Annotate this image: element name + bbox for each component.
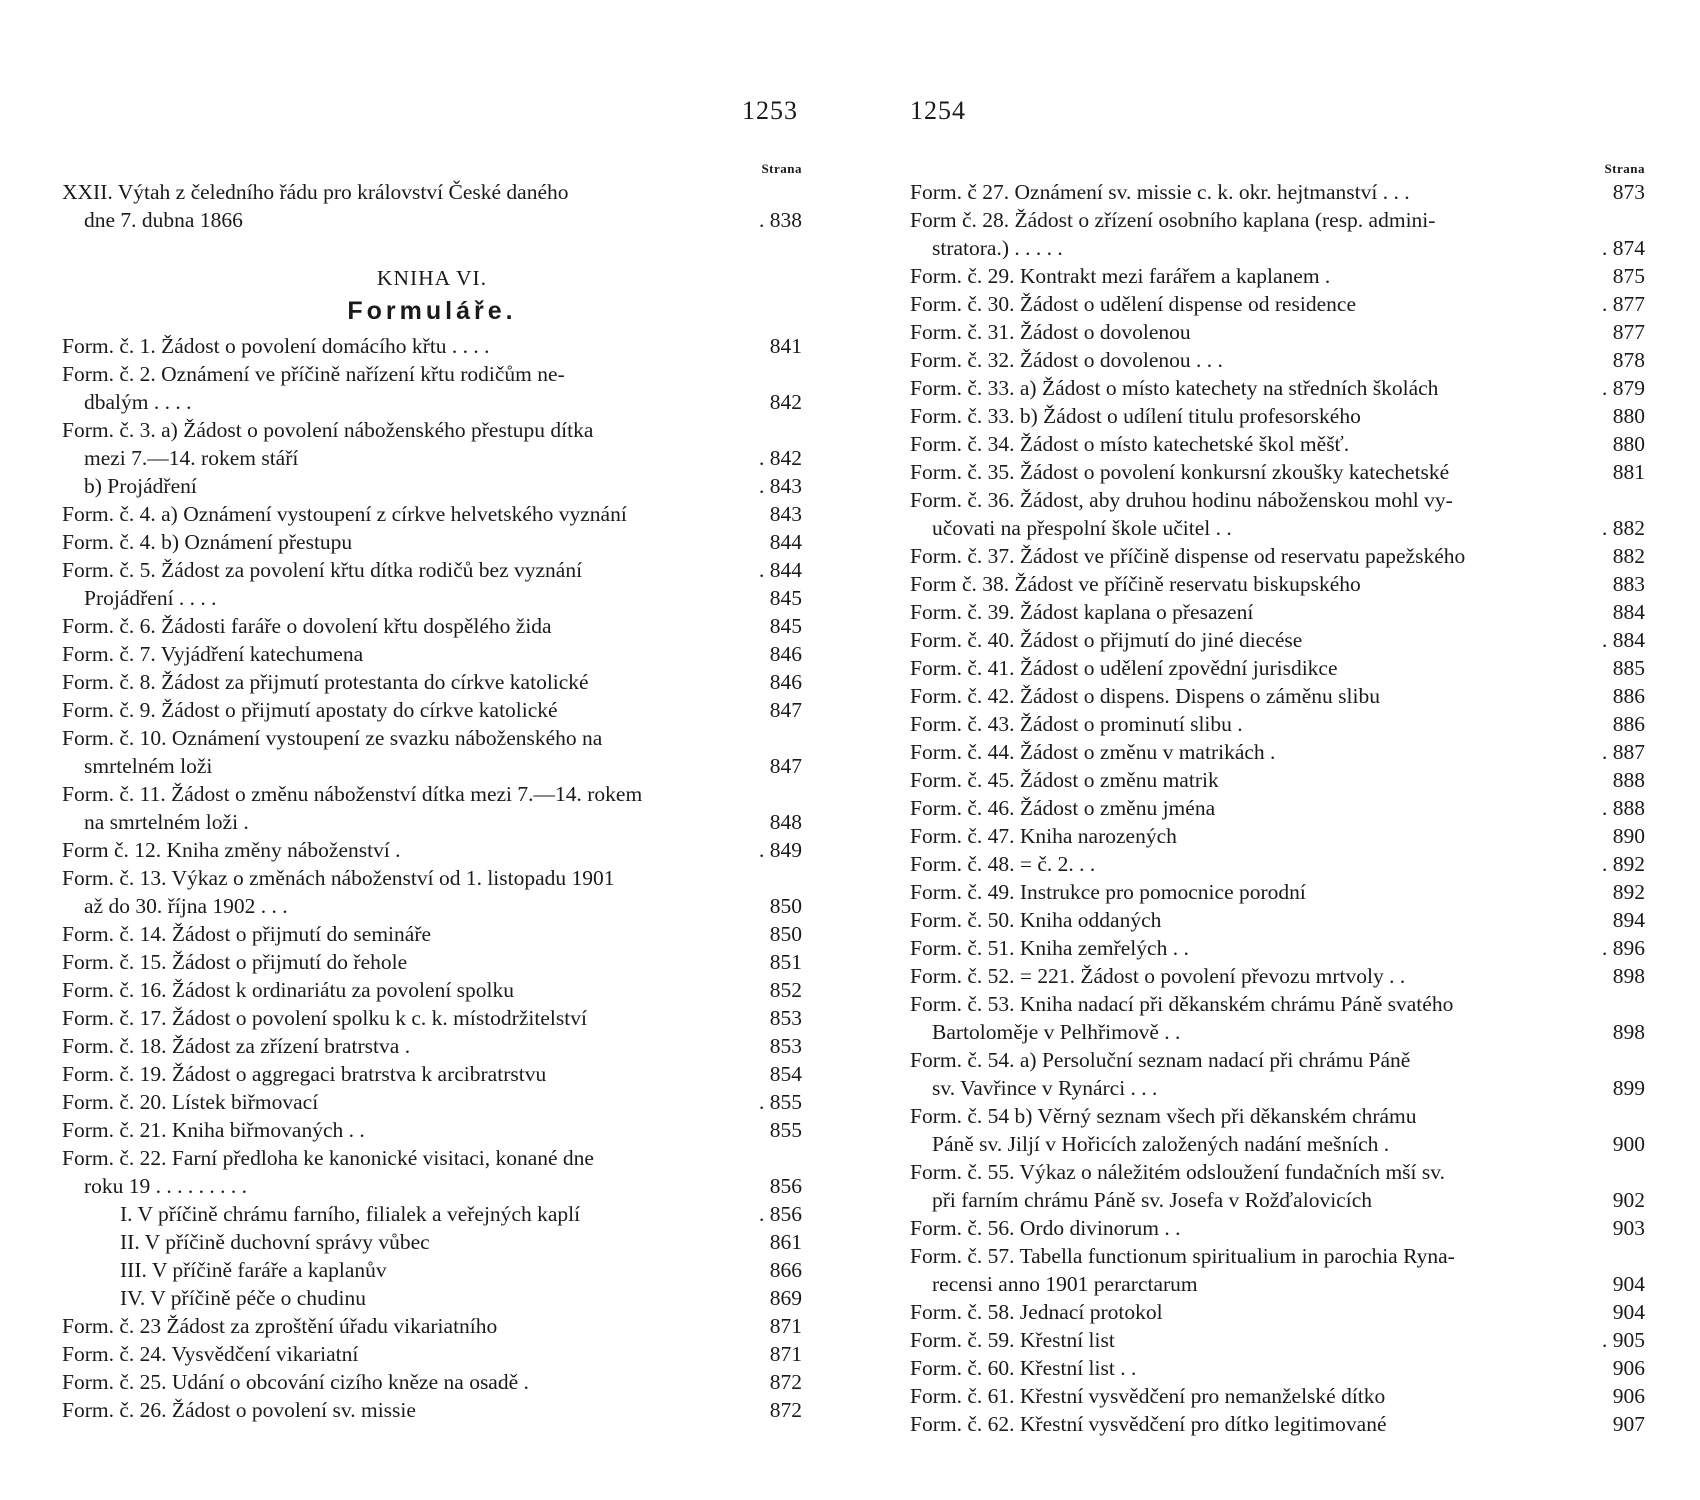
toc-entry-page: 871 <box>769 1342 802 1366</box>
toc-entry <box>910 430 1645 458</box>
toc-entry-title: Form. č. 51. Kniha zemřelých . . <box>910 936 1189 960</box>
toc-entry <box>62 1200 802 1228</box>
toc-entry-page: 847 <box>769 754 802 778</box>
toc-entry-title: I. V příčině chrámu farního, filialek a veřejných kaplí <box>120 1202 581 1226</box>
toc-entry-title: mezi 7.—14. rokem stáří <box>84 446 299 470</box>
toc-entry-title: Form. č. 44. Žádost o změnu v matrikách . <box>910 740 1276 764</box>
toc-entry-page: 907 <box>1612 1412 1645 1436</box>
right-column <box>910 160 1645 1438</box>
toc-entry-page: . 879 <box>1602 376 1645 400</box>
toc-entry-page: 890 <box>1612 824 1645 848</box>
toc-entry-title: dbalým . . . . <box>84 390 192 414</box>
toc-entry-page: . 877 <box>1602 292 1645 316</box>
toc-entry-page: 875 <box>1612 264 1645 288</box>
toc-entry-title: Form. č. 47. Kniha narozených <box>910 824 1177 848</box>
toc-entry-page: 888 <box>1612 768 1645 792</box>
toc-entry <box>62 1116 802 1144</box>
toc-entry-page: 846 <box>769 670 802 694</box>
toc-entry-page: 883 <box>1612 572 1645 596</box>
toc-entry-page: . 838 <box>759 208 802 232</box>
toc-entry-title: při farním chrámu Páně sv. Josefa v Rožďalovicích <box>932 1188 1372 1212</box>
toc-entry-page: . 887 <box>1602 740 1645 764</box>
toc-entry <box>62 1172 802 1200</box>
toc-entry-page: 898 <box>1612 964 1645 988</box>
toc-entry-title: stratora.) . . . . . <box>932 236 1063 260</box>
toc-entry-title: Form. č. 59. Křestní list <box>910 1328 1115 1352</box>
toc-entry-title: IV. V příčině péče o chudinu <box>120 1286 367 1310</box>
toc-entry-page: 892 <box>1612 880 1645 904</box>
toc-entry-title: Form. č. 42. Žádost o dispens. Dispens o záměnu slibu <box>910 684 1380 708</box>
toc-entry <box>910 682 1645 710</box>
toc-entry-title: Form. č. 31. Žádost o dovolenou <box>910 320 1191 344</box>
toc-entry-page: . 843 <box>759 474 802 498</box>
toc-entry-page: 899 <box>1612 1076 1645 1100</box>
toc-entry-title: Form. č. 18. Žádost za zřízení bratrstva . <box>62 1034 411 1058</box>
toc-entry-title: Form. č. 49. Instrukce pro pomocnice porodní <box>910 880 1306 904</box>
toc-entry <box>910 850 1645 878</box>
toc-entry-title: Form č. 12. Kniha změny náboženství . <box>62 838 401 862</box>
toc-entry-page: . 855 <box>759 1090 802 1114</box>
toc-entry <box>910 1214 1645 1242</box>
toc-entry <box>62 1284 802 1312</box>
toc-entry <box>910 1270 1645 1298</box>
toc-entry-title: Form. č. 50. Kniha oddaných <box>910 908 1162 932</box>
toc-entry <box>62 444 802 472</box>
toc-entry-title: až do 30. října 1902 . . . <box>84 894 288 918</box>
toc-entry <box>62 528 802 556</box>
toc-entry <box>62 178 802 206</box>
toc-entry <box>62 584 802 612</box>
toc-entry-title: Form. č. 32. Žádost o dovolenou . . . <box>910 348 1223 372</box>
toc-entry-title: Form. č. 17. Žádost o povolení spolku k c. k. místodržitelství <box>62 1006 587 1030</box>
toc-entry <box>62 556 802 584</box>
toc-entry-page: . 882 <box>1602 516 1645 540</box>
toc-entry <box>62 416 802 444</box>
toc-entry-title: Páně sv. Jiljí v Hořicích založených nadání mešních . <box>932 1132 1390 1156</box>
toc-entry-title: Form. č. 26. Žádost o povolení sv. missie <box>62 1398 416 1422</box>
toc-entry-page: . 849 <box>759 838 802 862</box>
toc-entry-page: 873 <box>1612 180 1645 204</box>
toc-entry-title: dne 7. dubna 1866 <box>84 208 243 232</box>
toc-entry-page: 872 <box>769 1398 802 1422</box>
left-entry-list <box>62 332 802 1424</box>
toc-entry <box>62 500 802 528</box>
toc-entry-title: Form. č. 2. Oznámení ve příčině nařízení křtu rodičům ne- <box>62 362 565 386</box>
toc-entry-page: 844 <box>769 530 802 554</box>
toc-entry <box>62 920 802 948</box>
toc-entry <box>910 234 1645 262</box>
toc-entry-title: Form. č. 54. a) Persoluční seznam nadací při chrámu Páně <box>910 1048 1411 1072</box>
toc-entry <box>910 178 1645 206</box>
toc-entry-title: smrtelném loži <box>84 754 213 778</box>
toc-entry-title: Form. č. 13. Výkaz o změnách náboženství od 1. listopadu 1901 <box>62 866 615 890</box>
toc-entry-title: III. V příčině faráře a kaplanův <box>120 1258 387 1282</box>
page-number-left: 1253 <box>742 96 798 125</box>
toc-entry-page: 880 <box>1612 432 1645 456</box>
toc-entry <box>910 542 1645 570</box>
toc-entry <box>910 290 1645 318</box>
toc-entry <box>62 864 802 892</box>
toc-entry-title: Form. č. 36. Žádost, aby druhou hodinu náboženskou mohl vy- <box>910 488 1453 512</box>
toc-entry-title: Form. č. 52. = 221. Žádost o povolení převozu mrtvoly . . <box>910 964 1406 988</box>
toc-entry <box>910 710 1645 738</box>
toc-entry-title: Form. č. 33. a) Žádost o místo katechety na středních školách <box>910 376 1439 400</box>
toc-entry-title: Form. č. 54 b) Věrný seznam všech při děkanském chrámu <box>910 1104 1417 1128</box>
toc-entry-page: 903 <box>1612 1216 1645 1240</box>
toc-entry <box>910 1018 1645 1046</box>
toc-entry <box>910 1242 1645 1270</box>
toc-entry-title: Form. č. 9. Žádost o přijmutí apostaty do církve katolické <box>62 698 558 722</box>
right-entry-list <box>910 178 1645 1438</box>
toc-entry-title: Bartoloměje v Pelhřimově . . <box>932 1020 1181 1044</box>
toc-entry-page: 856 <box>769 1174 802 1198</box>
toc-entry <box>910 962 1645 990</box>
toc-entry-title: Form. č. 20. Lístek biřmovací <box>62 1090 319 1114</box>
toc-entry-title: Form. č. 4. b) Oznámení přestupu <box>62 530 353 554</box>
toc-entry-title: Form. č. 56. Ordo divinorum . . <box>910 1216 1181 1240</box>
toc-entry <box>62 1088 802 1116</box>
toc-entry-title: Form. č. 29. Kontrakt mezi farářem a kaplanem . <box>910 264 1331 288</box>
toc-entry-title: Form. č. 57. Tabella functionum spiritualium in parochia Ryna- <box>910 1244 1455 1268</box>
toc-entry <box>62 836 802 864</box>
toc-entry <box>910 1410 1645 1438</box>
toc-entry <box>62 206 802 234</box>
toc-entry-page: 854 <box>769 1062 802 1086</box>
toc-entry-title: Form. č. 37. Žádost ve příčině dispense od reservatu papežského <box>910 544 1466 568</box>
toc-entry-page: 898 <box>1612 1020 1645 1044</box>
toc-entry-page: . 888 <box>1602 796 1645 820</box>
toc-entry <box>910 626 1645 654</box>
toc-entry-title: Form. č. 3. a) Žádost o povolení náboženského přestupu dítka <box>62 418 594 442</box>
toc-entry-title: Form. č. 55. Výkaz o náležitém odsloužení fundačních mší sv. <box>910 1160 1445 1184</box>
toc-entry <box>910 1382 1645 1410</box>
toc-entry <box>62 724 802 752</box>
toc-entry-page: . 844 <box>759 558 802 582</box>
toc-entry <box>62 780 802 808</box>
toc-entry-title: Projádření . . . . <box>84 586 217 610</box>
toc-entry <box>910 1046 1645 1074</box>
toc-entry-title: Form. č. 30. Žádost o udělení dispense od residence <box>910 292 1357 316</box>
toc-entry-title: Form. č 27. Oznámení sv. missie c. k. okr. hejtmanství . . . <box>910 180 1410 204</box>
toc-entry-page: 878 <box>1612 348 1645 372</box>
toc-entry-page: 843 <box>769 502 802 526</box>
toc-entry <box>62 1144 802 1172</box>
toc-entry-page: 841 <box>769 334 802 358</box>
toc-entry-page: 884 <box>1612 600 1645 624</box>
toc-entry-page: 853 <box>769 1034 802 1058</box>
toc-entry-title: Form. č. 62. Křestní vysvědčení pro dítko legitimované <box>910 1412 1387 1436</box>
toc-entry-page: 886 <box>1612 684 1645 708</box>
toc-entry-page: 902 <box>1612 1188 1645 1212</box>
toc-entry-page: 877 <box>1612 320 1645 344</box>
toc-entry-page: 848 <box>769 810 802 834</box>
book-title: KNIHA VI. <box>376 266 488 290</box>
toc-entry <box>910 486 1645 514</box>
toc-entry <box>910 822 1645 850</box>
toc-entry-title: roku 19 . . . . . . . . . <box>84 1174 248 1198</box>
toc-entry <box>62 1312 802 1340</box>
toc-entry-page: 846 <box>769 642 802 666</box>
toc-entry-title: Form. č. 1. Žádost o povolení domácího křtu . . . . <box>62 334 490 358</box>
toc-entry <box>910 458 1645 486</box>
strana-label: Strana <box>761 161 802 176</box>
toc-entry <box>910 794 1645 822</box>
toc-entry-title: Form. č. 22. Farní předloha ke kanonické visitaci, konané dne <box>62 1146 594 1170</box>
toc-entry <box>910 990 1645 1018</box>
toc-entry <box>910 514 1645 542</box>
toc-entry-page: 850 <box>769 894 802 918</box>
toc-entry-page: 850 <box>769 922 802 946</box>
toc-entry <box>62 1396 802 1424</box>
toc-entry-page: 882 <box>1612 544 1645 568</box>
toc-entry <box>910 374 1645 402</box>
toc-entry <box>910 654 1645 682</box>
toc-entry <box>910 1186 1645 1214</box>
toc-entry-page: 885 <box>1612 656 1645 680</box>
toc-entry-title: recensi anno 1901 perarctarum <box>932 1272 1198 1296</box>
left-column <box>62 160 802 1424</box>
toc-entry <box>62 1340 802 1368</box>
toc-entry-title: Form. č. 8. Žádost za přijmutí protestanta do církve katolické <box>62 670 589 694</box>
toc-entry <box>910 1354 1645 1382</box>
toc-entry-title: Form. č. 24. Vysvědčení vikariatní <box>62 1342 359 1366</box>
toc-entry-page: 886 <box>1612 712 1645 736</box>
toc-entry <box>62 668 802 696</box>
toc-entry <box>62 976 802 1004</box>
strana-label: Strana <box>1604 161 1645 176</box>
toc-entry-title: Form. č. 39. Žádost kaplana o přesazení <box>910 600 1254 624</box>
toc-entry-page: 881 <box>1612 460 1645 484</box>
toc-entry <box>910 402 1645 430</box>
toc-entry-title: Form. č. 45. Žádost o změnu matrik <box>910 768 1219 792</box>
toc-entry-page: . 856 <box>759 1202 802 1226</box>
toc-entry-page: 869 <box>769 1286 802 1310</box>
toc-entry-title: Form. č. 34. Žádost o místo katechetské škol měšť. <box>910 432 1350 456</box>
toc-entry-page: 845 <box>769 586 802 610</box>
toc-entry <box>62 892 802 920</box>
toc-entry-page: 852 <box>769 978 802 1002</box>
toc-entry-title: Form. č. 10. Oznámení vystoupení ze svazku náboženského na <box>62 726 603 750</box>
toc-entry <box>62 612 802 640</box>
toc-entry-title: Form. č. 25. Udání o obcování cizího kněze na osadě . <box>62 1370 529 1394</box>
toc-entry-page: 851 <box>769 950 802 974</box>
toc-entry-page: . 892 <box>1602 852 1645 876</box>
section-title: Formuláře. <box>347 297 517 325</box>
toc-entry-title: učovati na přespolní škole učitel . . <box>932 516 1232 540</box>
toc-entry-title: Form. č. 14. Žádost o přijmutí do semináře <box>62 922 432 946</box>
toc-entry <box>910 906 1645 934</box>
toc-entry-page: . 905 <box>1602 1328 1645 1352</box>
toc-entry <box>910 1130 1645 1158</box>
toc-entry <box>62 1060 802 1088</box>
toc-entry-page: 904 <box>1612 1272 1645 1296</box>
toc-entry-page: 871 <box>769 1314 802 1338</box>
toc-entry <box>910 1298 1645 1326</box>
toc-entry <box>62 332 802 360</box>
toc-entry-title: Form. č. 58. Jednací protokol <box>910 1300 1163 1324</box>
toc-entry-title: Form. č. 60. Křestní list . . <box>910 1356 1137 1380</box>
toc-entry <box>910 598 1645 626</box>
toc-entry <box>910 1074 1645 1102</box>
toc-entry-title: sv. Vavřince v Rynárci . . . <box>932 1076 1158 1100</box>
toc-entry <box>62 360 802 388</box>
toc-entry <box>62 1032 802 1060</box>
toc-entry-page: . 884 <box>1602 628 1645 652</box>
toc-entry-title: Form. č. 7. Vyjádření katechumena <box>62 642 364 666</box>
toc-entry-title: b) Projádření <box>84 474 197 498</box>
toc-entry <box>62 472 802 500</box>
toc-entry-page: 855 <box>769 1118 802 1142</box>
toc-entry <box>910 206 1645 234</box>
toc-entry <box>62 1256 802 1284</box>
toc-entry-page: 906 <box>1612 1356 1645 1380</box>
toc-entry-title: Form. č. 41. Žádost o udělení zpovědní jurisdikce <box>910 656 1338 680</box>
toc-entry-page: 861 <box>769 1230 802 1254</box>
toc-entry-title: Form. č. 46. Žádost o změnu jména <box>910 796 1216 820</box>
toc-entry <box>62 1368 802 1396</box>
toc-entry <box>910 318 1645 346</box>
toc-entry <box>62 808 802 836</box>
toc-entry <box>910 262 1645 290</box>
toc-entry <box>910 1326 1645 1354</box>
toc-entry <box>910 766 1645 794</box>
page-number-right: 1254 <box>910 96 966 125</box>
toc-entry-page: 872 <box>769 1370 802 1394</box>
toc-entry-title: Form. č. 16. Žádost k ordinariátu za povolení spolku <box>62 978 515 1002</box>
toc-entry-title: Form č. 38. Žádost ve příčině reservatu biskupského <box>910 572 1361 596</box>
toc-entry <box>62 752 802 780</box>
toc-entry-title: Form. č. 35. Žádost o povolení konkursní zkoušky katechetské <box>910 460 1450 484</box>
toc-entry-title: Form. č. 40. Žádost o přijmutí do jiné diecése <box>910 628 1303 652</box>
toc-entry <box>910 1158 1645 1186</box>
toc-entry <box>910 1102 1645 1130</box>
toc-entry-page: . 896 <box>1602 936 1645 960</box>
toc-entry-title: Form. č. 4. a) Oznámení vystoupení z církve helvetského vyznání <box>62 502 627 526</box>
toc-entry-title: Form. č. 48. = č. 2. . . <box>910 852 1096 876</box>
toc-entry-title: Form. č. 23 Žádost za zproštění úřadu vikariatního <box>62 1314 498 1338</box>
toc-entry-title: Form. č. 53. Kniha nadací při děkanském chrámu Páně svatého <box>910 992 1454 1016</box>
toc-entry-page: 845 <box>769 614 802 638</box>
toc-entry <box>910 738 1645 766</box>
toc-entry <box>62 640 802 668</box>
toc-entry-page: 906 <box>1612 1384 1645 1408</box>
toc-entry <box>62 1004 802 1032</box>
toc-entry-title: na smrtelném loži . <box>84 810 249 834</box>
toc-entry-title: Form. č. 43. Žádost o prominutí slibu . <box>910 712 1243 736</box>
toc-entry-title: Form. č. 15. Žádost o přijmutí do řehole <box>62 950 408 974</box>
toc-entry-page: . 874 <box>1602 236 1645 260</box>
toc-entry-title: Form. č. 21. Kniha biřmovaných . . <box>62 1118 365 1142</box>
toc-entry-page: 900 <box>1612 1132 1645 1156</box>
toc-entry <box>910 570 1645 598</box>
toc-entry-page: 847 <box>769 698 802 722</box>
toc-entry-page: 842 <box>769 390 802 414</box>
toc-entry-title: Form. č. 33. b) Žádost o udílení titulu profesorského <box>910 404 1361 428</box>
toc-entry <box>62 1228 802 1256</box>
toc-entry-title: Form. č. 19. Žádost o aggregaci bratrstva k arcibratrstvu <box>62 1062 547 1086</box>
toc-entry-page: 880 <box>1612 404 1645 428</box>
toc-entry <box>62 388 802 416</box>
toc-entry <box>910 934 1645 962</box>
toc-entry-title: Form č. 28. Žádost o zřízení osobního kaplana (resp. admini- <box>910 208 1436 232</box>
toc-entry <box>62 696 802 724</box>
toc-entry-title: XXII. Výtah z čeledního řádu pro království České daného <box>62 180 569 204</box>
toc-entry-title: II. V příčině duchovní správy vůbec <box>120 1230 430 1254</box>
toc-entry-title: Form. č. 61. Křestní vysvědčení pro nemanželské dítko <box>910 1384 1386 1408</box>
toc-entry <box>62 948 802 976</box>
toc-entry-page: . 842 <box>759 446 802 470</box>
toc-entry <box>910 346 1645 374</box>
toc-entry-title: Form. č. 6. Žádosti faráře o dovolení křtu dospělého žida <box>62 614 552 638</box>
toc-entry-page: 866 <box>769 1258 802 1282</box>
toc-entry <box>910 878 1645 906</box>
toc-entry-page: 894 <box>1612 908 1645 932</box>
toc-entry-title: Form. č. 5. Žádost za povolení křtu dítka rodičů bez vyznání <box>62 558 583 582</box>
toc-entry-page: 904 <box>1612 1300 1645 1324</box>
toc-entry-page: 853 <box>769 1006 802 1030</box>
toc-entry-title: Form. č. 11. Žádost o změnu náboženství dítka mezi 7.—14. rokem <box>62 782 643 806</box>
